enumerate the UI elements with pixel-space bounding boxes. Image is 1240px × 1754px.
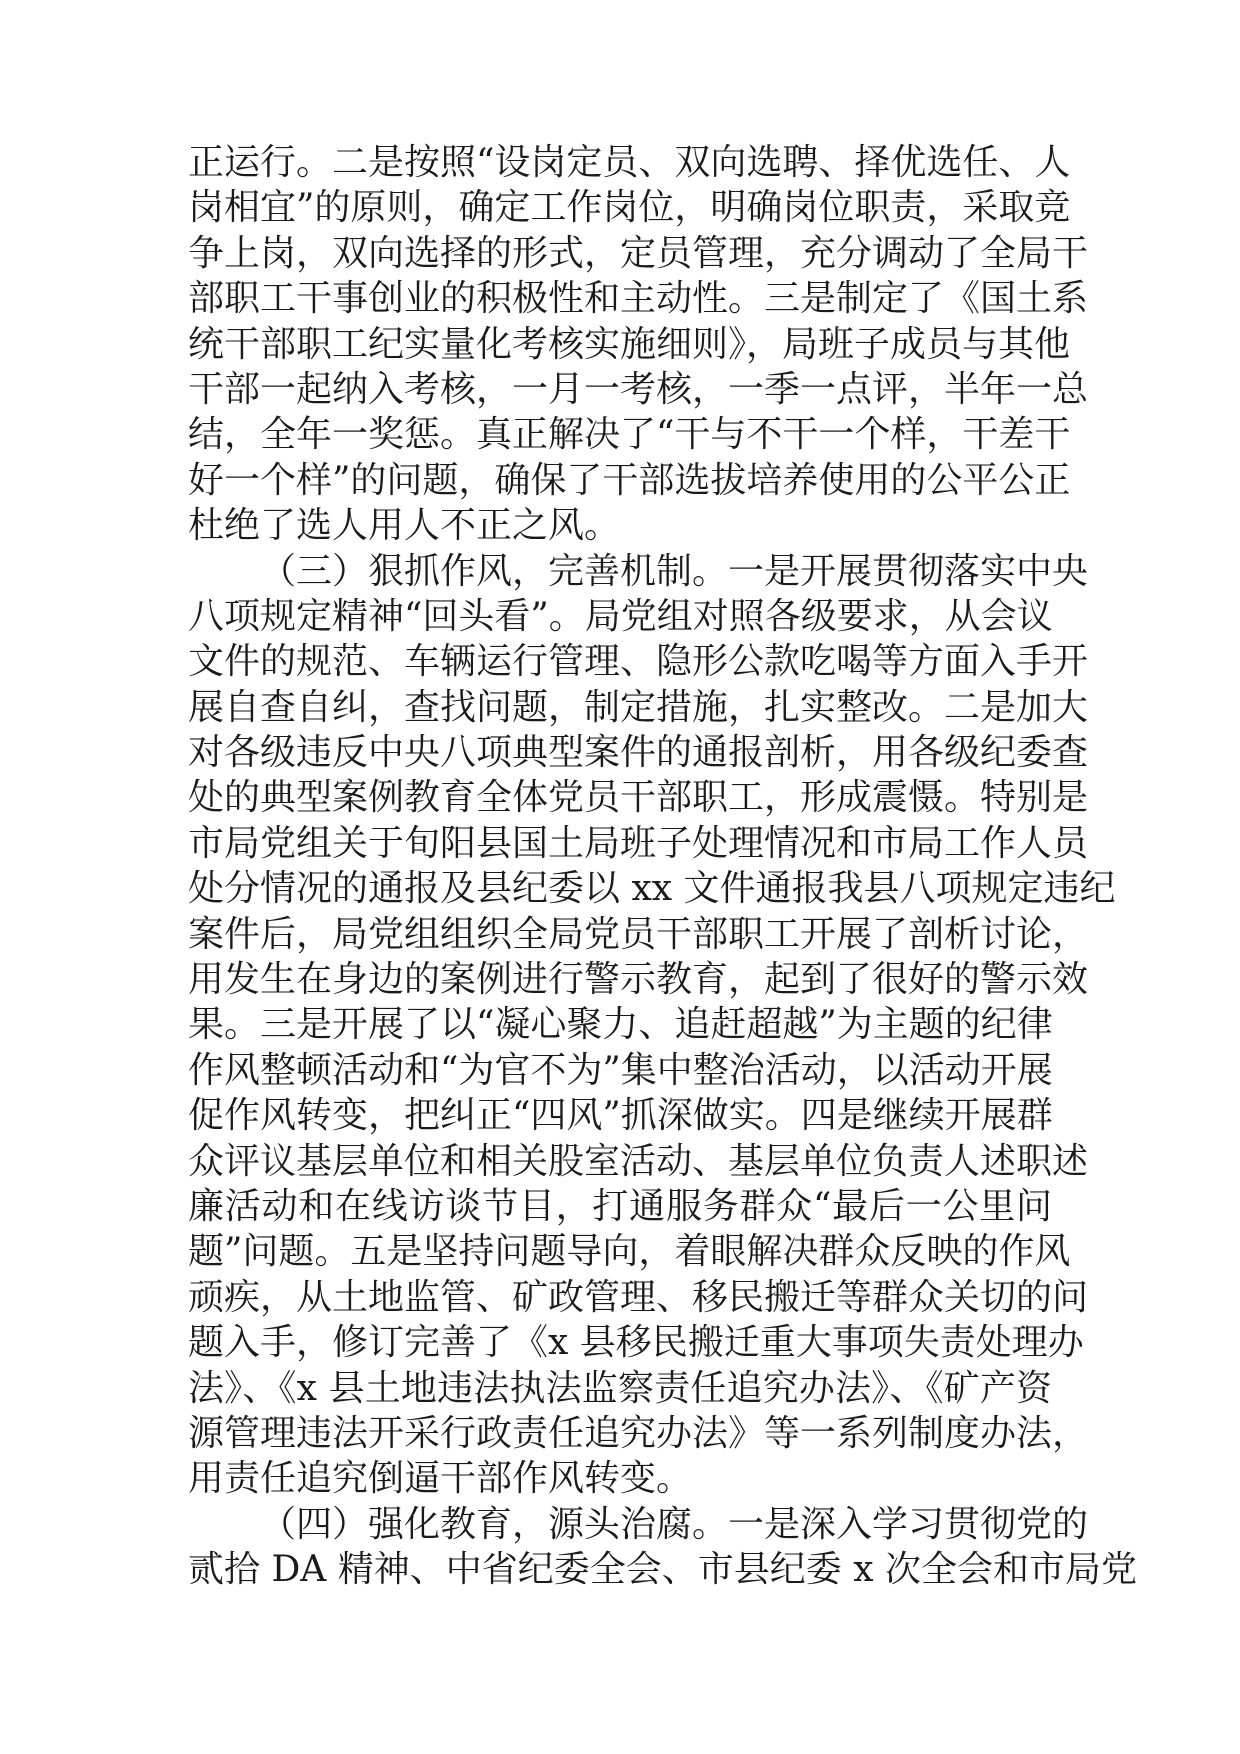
text-line: 好一个样”的问题，确保了干部选拔培养使用的公平公正: [188, 459, 1071, 501]
text-line: 统干部职工纪实量化考核实施细则》，局班子成员与其他: [188, 323, 1071, 365]
paragraph-end-line: 杜绝了选人用人不正之风。: [188, 505, 621, 547]
text-line: 处的典型案例教育全体党员干部职工，形成震慑。特别是: [188, 777, 1089, 819]
text-line: 顽疾，从土地监管、矿政管理、移民搬迁等群众关切的问: [188, 1276, 1089, 1318]
paragraph-end-line: 用责任追究倒逼干部作风转变。: [188, 1458, 693, 1500]
section-heading-line: （四）强化教育，源头治腐。一是深入学习贯彻党的: [260, 1503, 1089, 1545]
text-line: 案件后，局党组组织全局党员干部职工开展了剖析讨论，: [188, 913, 1089, 955]
text-line: 题入手，修订完善了《x 县移民搬迁重大事项失责处理办: [188, 1322, 1084, 1364]
body-text: [188, 140, 1137, 1593]
text-line: 作风整顿活动和“为官不为”集中整治活动，以活动开展: [188, 1049, 1053, 1091]
text-line: 市局党组关于旬阳县国土局班子处理情况和市局工作人员: [188, 822, 1089, 864]
text-line: 果。三是开展了以“凝心聚力、追赶超越”为主题的纪律: [188, 1004, 1053, 1046]
text-line: 题”问题。五是坚持问题导向，着眼解决群众反映的作风: [188, 1231, 1071, 1273]
text-line: 结，全年一奖惩。真正解决了“干与不干一个样，干差干: [188, 414, 1071, 456]
text-line: 干部一起纳入考核，一月一考核，一季一点评，半年一总: [188, 368, 1089, 410]
section-heading-line: （三）狠抓作风，完善机制。一是开展贯彻落实中央: [260, 550, 1089, 592]
text-line: 贰拾 DA 精神、中省纪委全会、市县纪委 x 次全会和市局党: [188, 1549, 1137, 1591]
text-line: 展自查自纠，查找问题，制定措施，扎实整改。二是加大: [188, 686, 1089, 728]
text-line: 法》、《x 县土地违法执法监察责任追究办法》、《矿产资: [188, 1367, 1052, 1409]
text-line: 廉活动和在线访谈节目，打通服务群众“最后一公里问: [188, 1185, 1052, 1227]
text-line: 争上岗，双向选择的形式，定员管理，充分调动了全局干: [188, 232, 1089, 274]
text-line: 处分情况的通报及县纪委以 xx 文件通报我县八项规定违纪: [188, 868, 1116, 910]
text-line: 促作风转变，把纠正“四风”抓深做实。四是继续开展群: [188, 1095, 1053, 1137]
text-line: 正运行。二是按照“设岗定员、双向选聘、择优选任、人: [188, 142, 1071, 183]
text-line: 岗相宜”的原则，确定工作岗位，明确岗位职责，采取竞: [188, 187, 1071, 229]
text-line: 文件的规范、车辆运行管理、隐形公款吃喝等方面入手开: [188, 641, 1089, 683]
text-line: 对各级违反中央八项典型案件的通报剖析，用各级纪委查: [188, 732, 1089, 774]
text-line: 八项规定精神“回头看”。局党组对照各级要求，从会议: [188, 595, 1053, 637]
text-line: 源管理违法开采行政责任追究办法》等一系列制度办法，: [188, 1412, 1089, 1454]
text-line: 用发生在身边的案例进行警示教育，起到了很好的警示效: [188, 959, 1089, 1001]
text-line: 部职工干事创业的积极性和主动性。三是制定了《国土系: [188, 278, 1089, 320]
text-line: 众评议基层单位和相关股室活动、基层单位负责人述职述: [188, 1140, 1089, 1182]
